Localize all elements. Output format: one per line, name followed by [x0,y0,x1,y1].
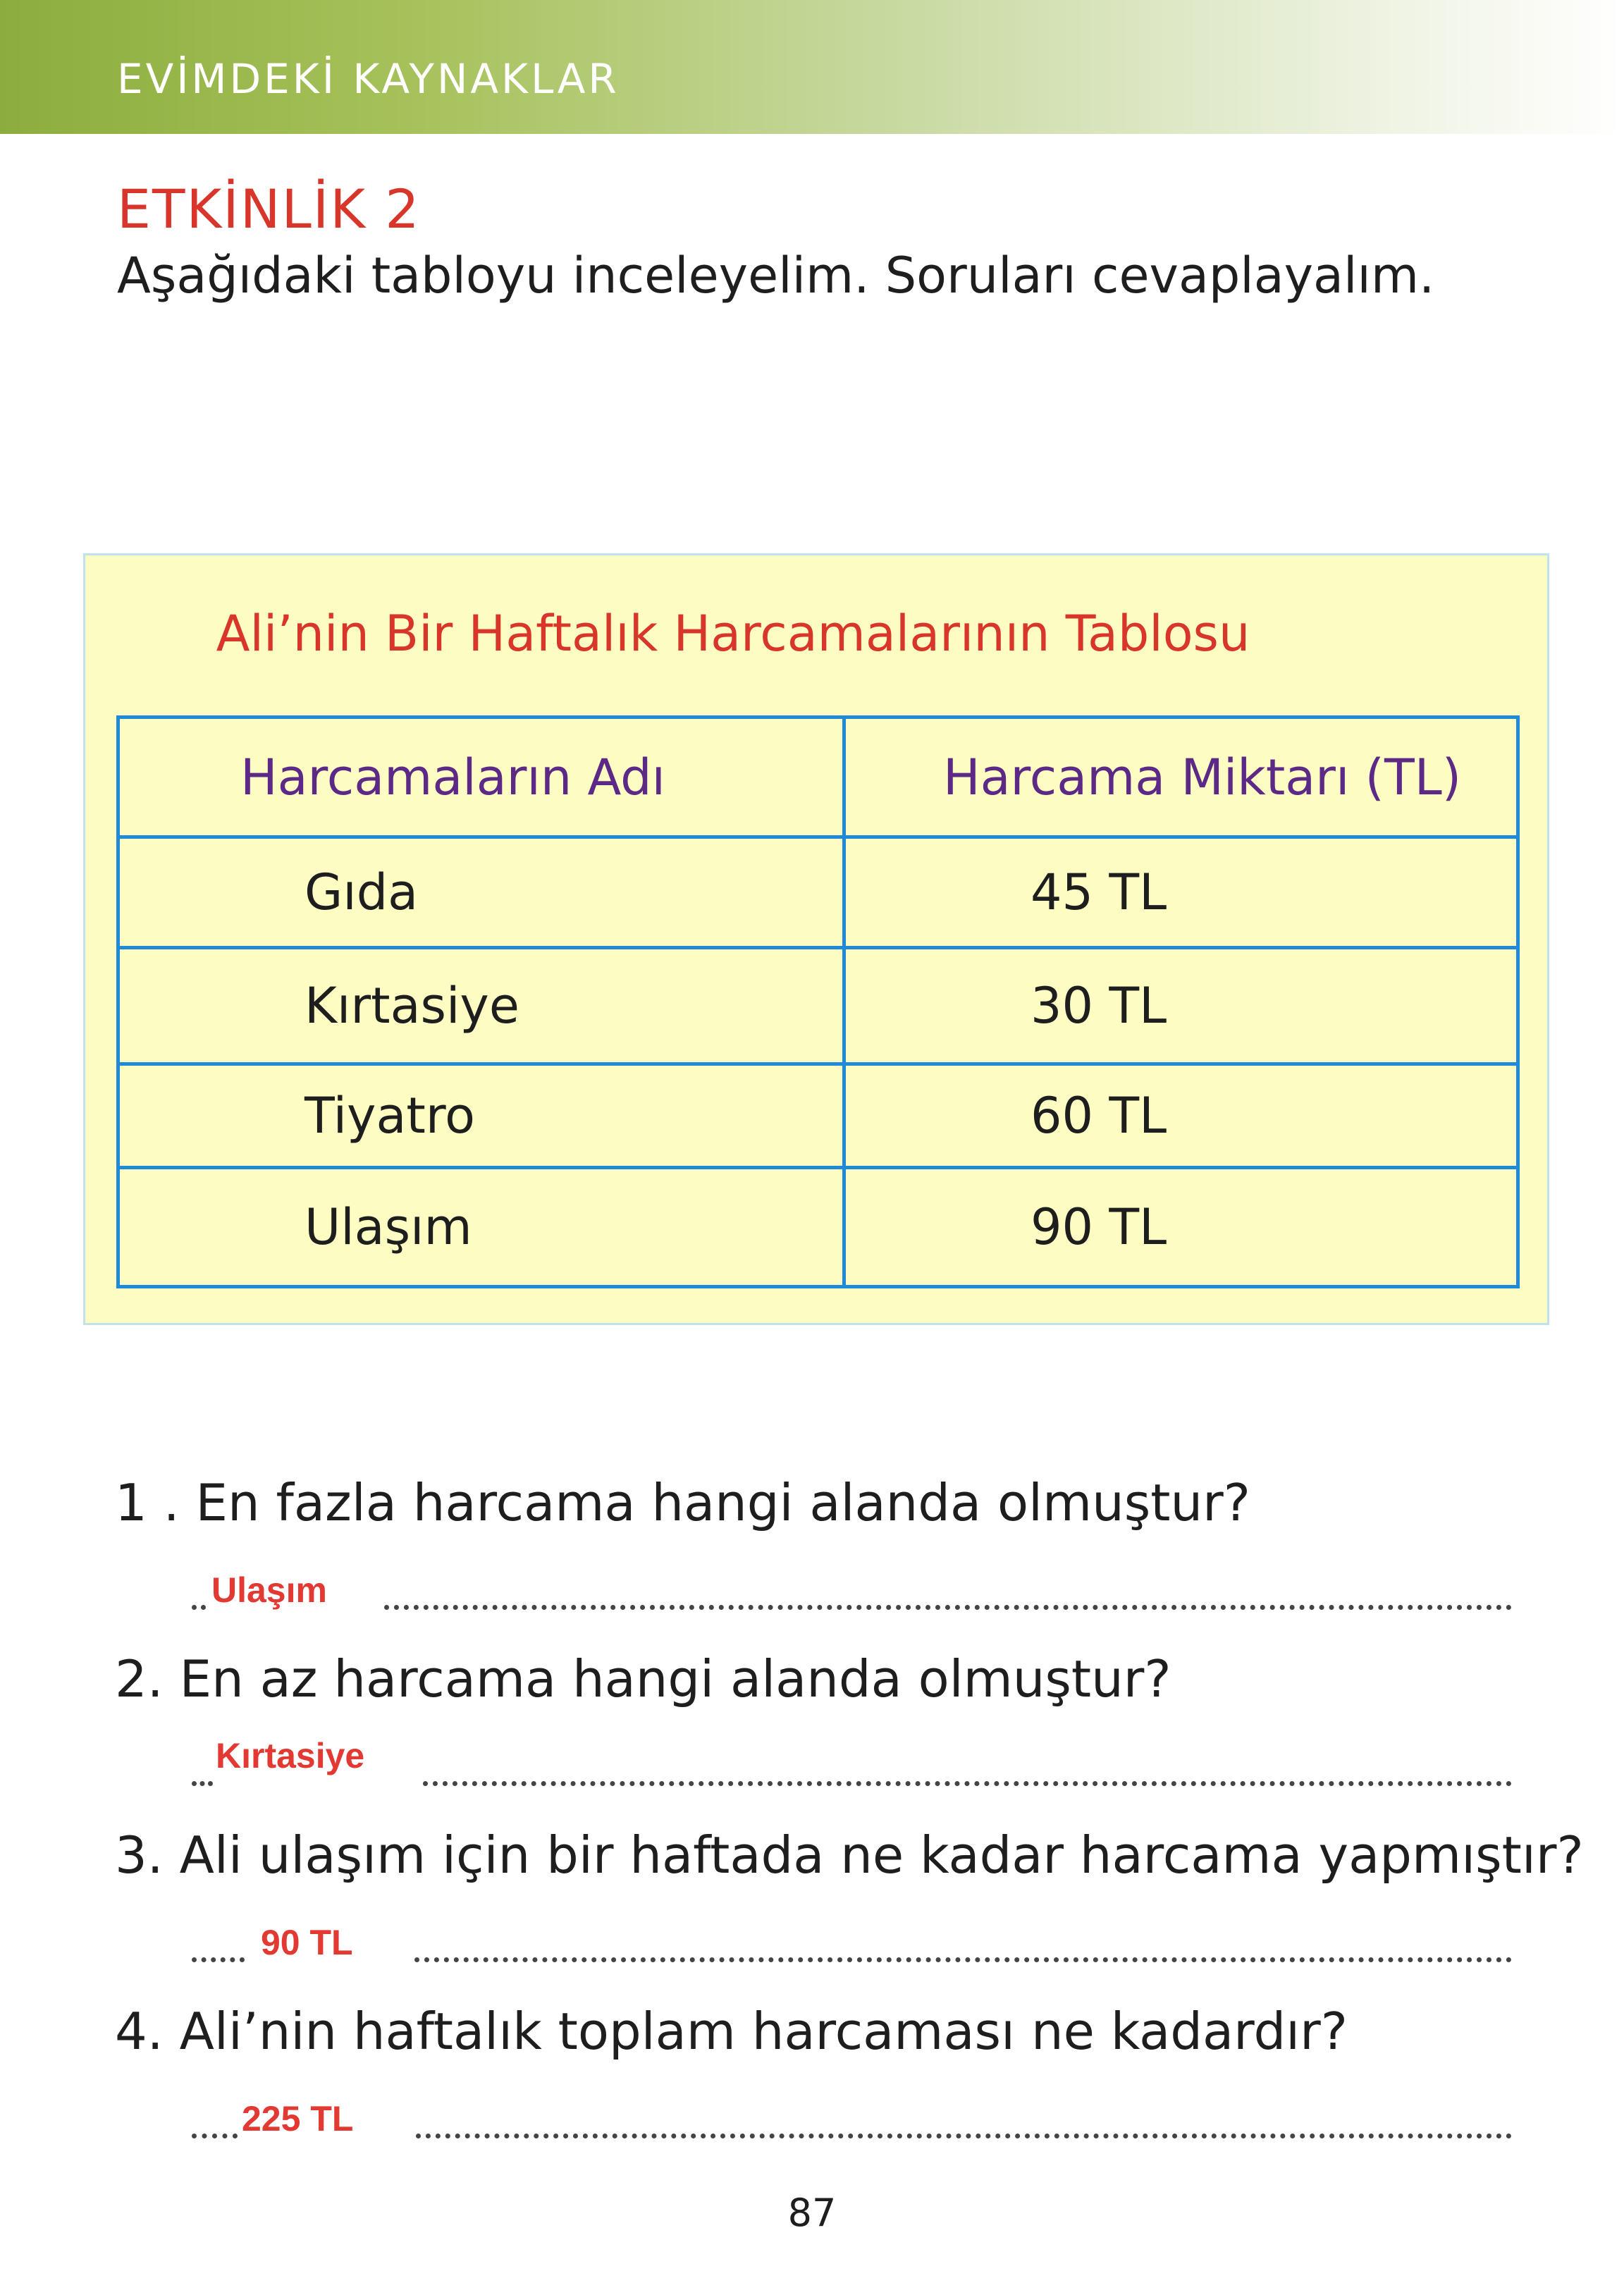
expense-table [116,715,1520,1288]
answer-4: 225 TL [242,2099,354,2138]
answer-2: Kırtasiye [216,1736,365,1775]
answer-line [416,2134,1512,2138]
page-number: 87 [787,2191,837,2235]
answer-line-lead [192,1957,245,1962]
answer-line-lead [192,2134,238,2138]
question-3: 3. Ali ulaşım için bir haftada ne kadar harcama yapmıştır? [115,1826,1584,1885]
section-title: EVİMDEKİ KAYNAKLAR [117,55,620,103]
question-1: 1 . En fazla harcama hangi alanda olmuştur? [115,1473,1250,1532]
table-row [118,1064,1518,1168]
expense-name: Tiyatro [118,1064,844,1168]
table-row [118,1168,1518,1287]
table-row [118,948,1518,1064]
column-header-name: Harcamaların Adı [118,718,844,837]
question-2: 2. En az harcama hangi alanda olmuştur? [115,1649,1171,1709]
answer-3: 90 TL [261,1923,353,1962]
answer-line-lead [192,1781,213,1786]
expense-name: Gıda [118,837,844,948]
table-row [118,837,1518,948]
answer-line [384,1605,1512,1610]
activity-title: ETKİNLİK 2 [117,178,421,240]
expense-amount: 60 TL [844,1064,1518,1168]
answer-line [414,1957,1512,1962]
answer-1: Ulaşım [211,1570,327,1610]
question-4: 4. Ali’nin haftalık toplam harcaması ne kadardır? [115,2002,1348,2061]
expense-name: Ulaşım [118,1168,844,1287]
activity-instruction: Aşağıdaki tabloyu inceleyelim. Soruları cevaplayalım. [117,247,1435,304]
table-title: Ali’nin Bir Haftalık Harcamalarının Tablosu [216,605,1250,663]
expense-amount: 30 TL [844,948,1518,1064]
answer-line [423,1781,1512,1786]
table-header-row [118,718,1518,837]
answer-line-lead [192,1605,206,1610]
expense-name: Kırtasiye [118,948,844,1064]
expense-amount: 45 TL [844,837,1518,948]
column-header-amount: Harcama Miktarı (TL) [844,718,1518,837]
expense-amount: 90 TL [844,1168,1518,1287]
